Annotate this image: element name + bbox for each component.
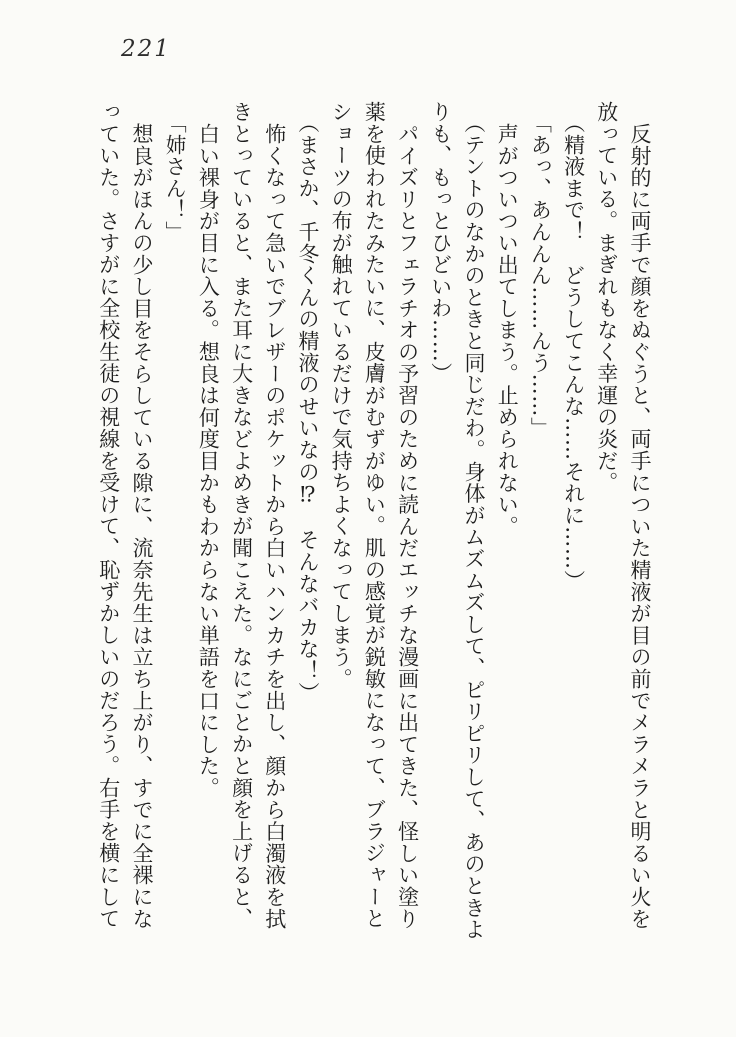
text-line: （まさか、千冬くんの精液のせいなの⁉ そんなバカな！）: [295, 112, 320, 704]
text-line: 怖くなって急いでブレザーのポケットから白いハンカチを出し、顔から白濁液を拭: [262, 123, 287, 930]
text-line: 「姉さん！」: [163, 112, 188, 243]
text-line: ショーツの布が触れているだけで気持ちよくなってしまう。: [329, 101, 354, 690]
text-line: 声がついつい出てしまう。止められない。: [495, 123, 520, 538]
text-line: （テントのなかのときと同じだわ。身体がムズムズして、ピリピリして、あのときよ: [461, 112, 486, 941]
text-line: 白い裸身が目に入る。想良は何度目かもわからない単語を口にした。: [196, 123, 221, 799]
text-line: りも、もっとひどいわ……）: [428, 101, 453, 385]
text-line: パイズリとフェラチオの予習のために読んだエッチな漫画に出てきた、怪しい塗り: [395, 123, 420, 930]
text-line: 「あっ、あんんん……んう……」: [528, 112, 553, 439]
text-line: 放っている。まぎれもなく幸運の炎だ。: [594, 101, 619, 494]
text-line: っていた。さすがに全校生徒の視線を受けて、恥ずかしいのだろう。右手を横にして: [96, 101, 121, 930]
text-line: 想良がほんの少し目をそらしている隙に、流奈先生は立ち上がり、すでに全裸にな: [129, 123, 154, 930]
text-line: 反射的に両手で顔をぬぐうと、両手についた精液が目の前でメラメラと明るい火を: [628, 123, 652, 930]
text-line: （精液まで！ どうしてこんな……それに……）: [561, 112, 586, 592]
page-number: 221: [121, 36, 171, 62]
text-block: [92, 101, 656, 943]
text-line: 薬を使われたみたいに、皮膚がむずがゆい。肌の感覚が鋭敏になって、ブラジャーと: [362, 101, 387, 930]
text-line: きとっていると、また耳に大きなどよめきが聞こえた。なにごとかと顔を上げると、: [229, 101, 254, 930]
